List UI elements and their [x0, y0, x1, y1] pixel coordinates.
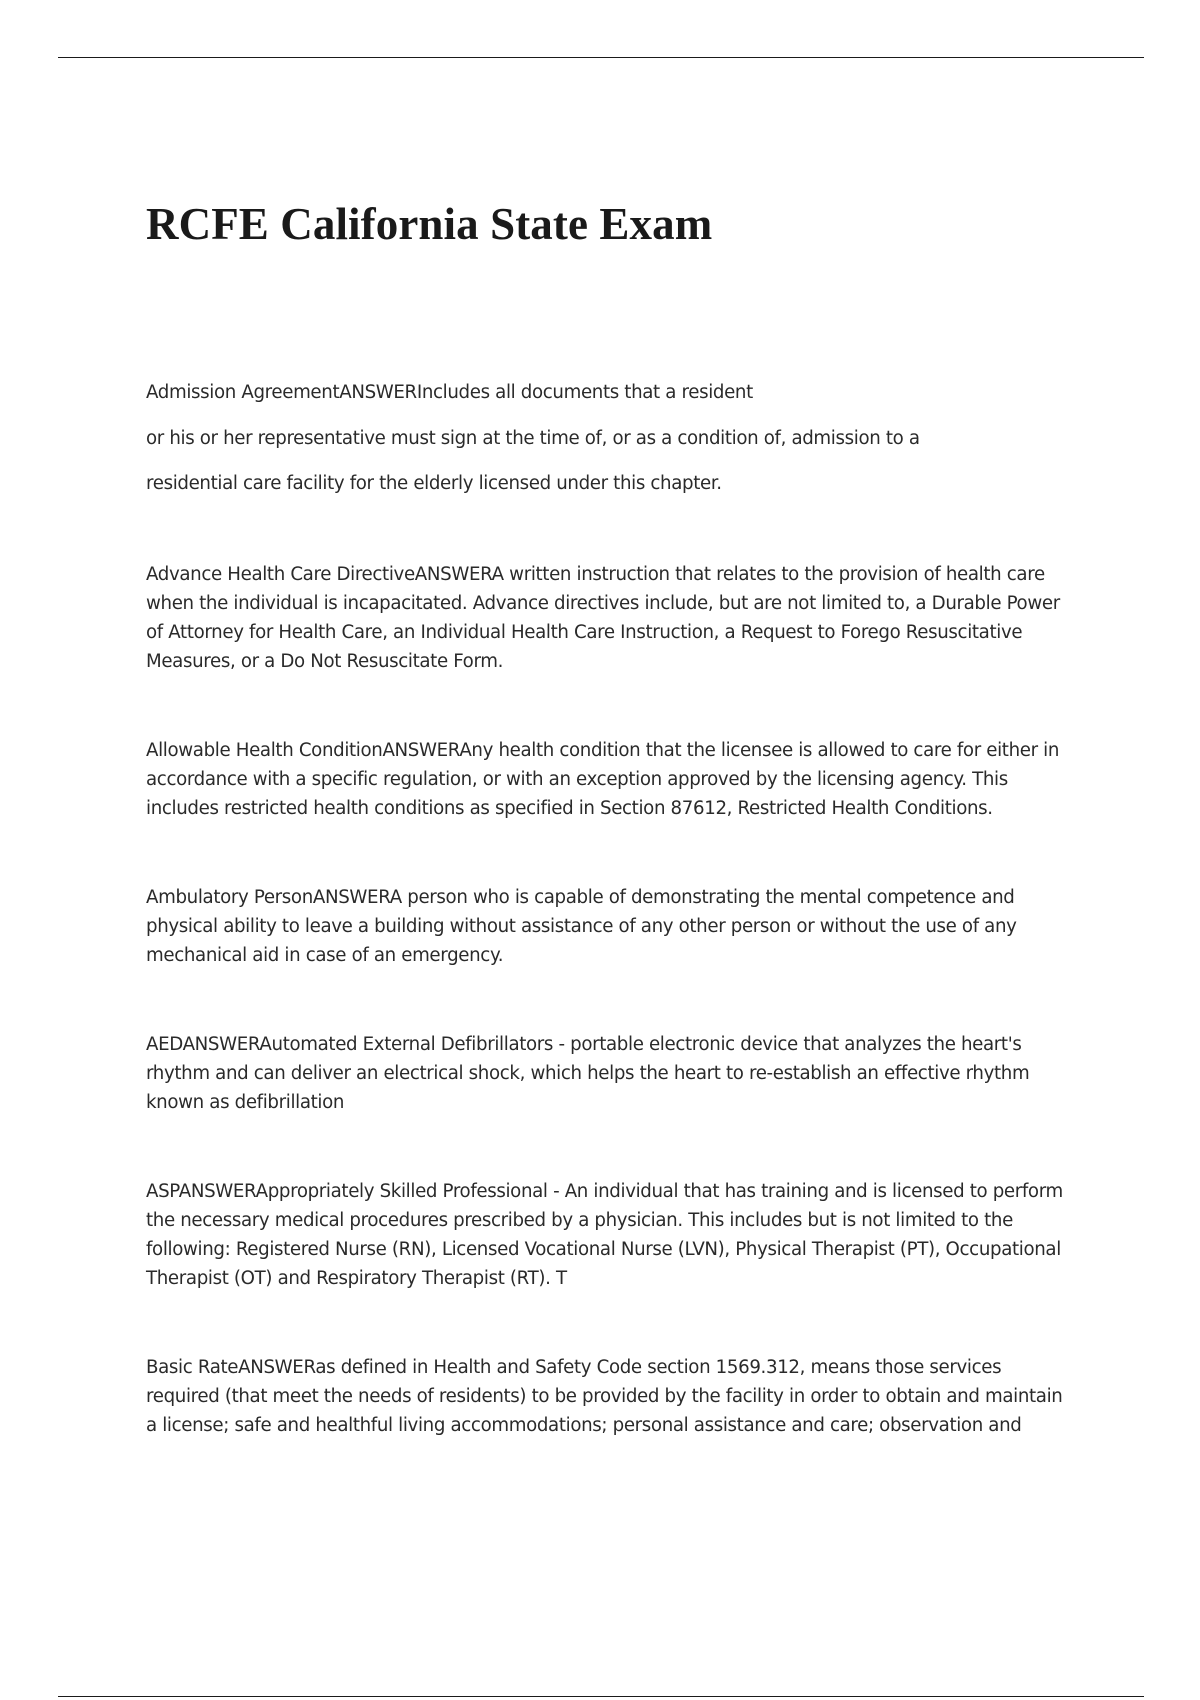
entry-line: Allowable Health ConditionANSWERAny health condition that the licensee is allowed to care for either in: [146, 739, 1060, 761]
entry-line: Basic RateANSWERas defined in Health and Safety Code section 1569.312, means those services: [146, 1356, 1002, 1378]
entry-allowable-health-condition: [146, 736, 1096, 823]
entry-line: physical ability to leave a building without assistance of any other person or without the use of any: [146, 915, 1017, 937]
entry-line: known as defibrillation: [146, 1091, 345, 1113]
bottom-divider: [58, 1696, 1144, 1697]
entry-line: a license; safe and healthful living accommodations; personal assistance and care; observation and: [146, 1414, 1022, 1436]
entry-advance-health-care-directive: [146, 560, 1096, 676]
entry-line: Advance Health Care DirectiveANSWERA written instruction that relates to the provision of health care: [146, 563, 1045, 585]
entry-aed: [146, 1030, 1096, 1117]
entry-line: Admission AgreementANSWERIncludes all documents that a resident: [146, 382, 753, 403]
entry-line: Ambulatory PersonANSWERA person who is capable of demonstrating the mental competence and: [146, 886, 1015, 908]
entry-line: ASPANSWERAppropriately Skilled Professional - An individual that has training and is licensed to perform: [146, 1180, 1063, 1202]
entry-line: mechanical aid in case of an emergency.: [146, 944, 504, 966]
entry-line: of Attorney for Health Care, an Individual Health Care Instruction, a Request to Forego Resuscitative: [146, 621, 1023, 643]
entry-line: includes restricted health conditions as specified in Section 87612, Restricted Health Conditions.: [146, 797, 993, 819]
entry-admission-agreement: [146, 370, 1096, 507]
top-divider: [58, 57, 1144, 58]
entry-line: when the individual is incapacitated. Advance directives include, but are not limited to, a Durable Power: [146, 592, 1060, 614]
entry-line: residential care facility for the elderly licensed under this chapter.: [146, 473, 722, 494]
entry-line: the necessary medical procedures prescribed by a physician. This includes but is not limited to the: [146, 1209, 1013, 1231]
entry-line: rhythm and can deliver an electrical shock, which helps the heart to re-establish an effective rhythm: [146, 1062, 1030, 1084]
entry-line: accordance with a specific regulation, or with an exception approved by the licensing agency. This: [146, 768, 1008, 790]
entry-asp: [146, 1177, 1096, 1293]
entries-list: [146, 376, 1096, 1440]
entry-basic-rate: [146, 1353, 1096, 1440]
entry-line: required (that meet the needs of residents) to be provided by the facility in order to obtain and maintain: [146, 1385, 1063, 1407]
entry-line: or his or her representative must sign at the time of, or as a condition of, admission to a: [146, 427, 920, 449]
entry-line: following: Registered Nurse (RN), Licensed Vocational Nurse (LVN), Physical Therapist (PT), Occupational: [146, 1238, 1061, 1260]
entry-line: Therapist (OT) and Respiratory Therapist (RT). T: [146, 1267, 567, 1289]
entry-ambulatory-person: [146, 883, 1096, 970]
entry-line: Measures, or a Do Not Resuscitate Form.: [146, 650, 504, 672]
page-title: RCFE California State Exam: [146, 199, 713, 249]
entry-line: AEDANSWERAutomated External Defibrillators - portable electronic device that analyzes the heart's: [146, 1033, 1022, 1055]
